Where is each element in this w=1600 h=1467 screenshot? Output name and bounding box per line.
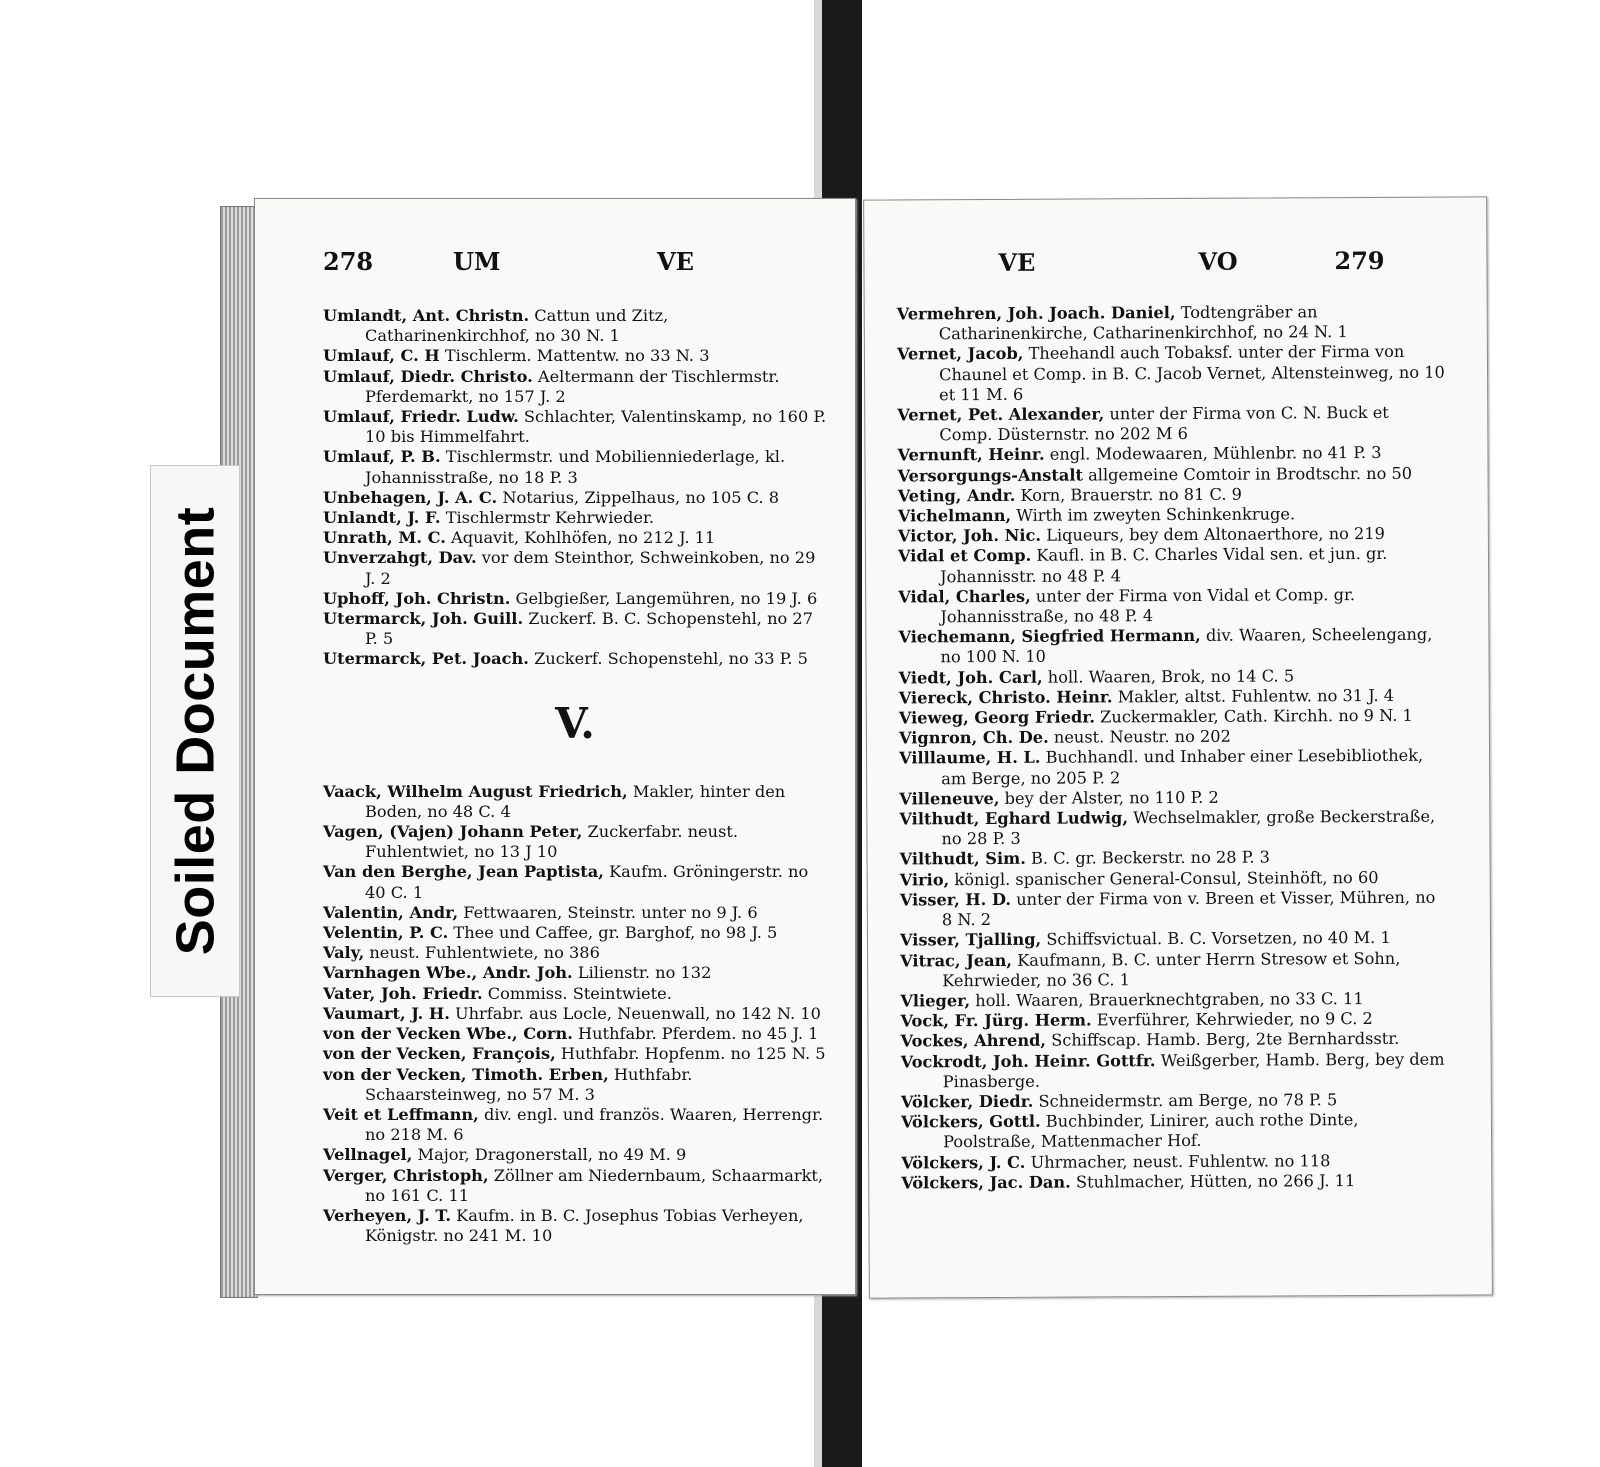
directory-entry <box>323 923 827 943</box>
entry-name: Utermarck, Joh. Guill. <box>323 609 524 629</box>
directory-entry <box>900 887 1448 930</box>
entry-name: Valentin, Andr, <box>323 902 459 922</box>
directory-entry <box>323 306 827 346</box>
left-page-header <box>255 247 855 281</box>
directory-entry <box>901 1090 1449 1113</box>
directory-entry <box>898 463 1446 486</box>
entry-name: Villlaume, H. L. <box>899 748 1041 768</box>
entry-details: unter der Firma von Vidal et Comp. gr. Johannisstraße, no 48 P. 4 <box>940 584 1356 627</box>
entry-details: Kaufmann, B. C. unter Herrn Stresow et Sohn, Kehrwieder, no 36 C. 1 <box>942 948 1401 990</box>
entry-details: Liqueurs, bey dem Altonaerthore, no 219 <box>1046 524 1385 545</box>
directory-entry <box>323 903 827 923</box>
entry-name: Vagen, (Vajen) Johann Peter, <box>323 822 583 842</box>
entry-details: neust. Neustr. no 202 <box>1053 726 1231 747</box>
entry-details: Wirth im zweyten Schinkenkruge. <box>1016 504 1296 525</box>
directory-entry <box>323 548 827 588</box>
directory-entry <box>323 508 827 528</box>
entry-details: Zuckerfabr. neust. Fuhlentwiet, no 13 J 10 <box>365 822 739 862</box>
entry-name: Valy, <box>323 943 365 963</box>
label-text: Soiled Document <box>165 506 226 956</box>
entry-name: Visser, H. D. <box>899 889 1012 910</box>
entry-name: von der Vecken, Timoth. Erben, <box>323 1064 609 1084</box>
entry-details: Buchhandl. und Inhaber einer Lesebibliothek, am Berge, no 205 P. 2 <box>941 746 1424 788</box>
directory-entry <box>323 1065 827 1105</box>
entry-details: Kaufm. Gröningerstr. no 40 C. 1 <box>365 862 809 902</box>
entry-name: Viedt, Joh. Carl, <box>898 667 1043 688</box>
entry-name: Völckers, Jac. Dan. <box>901 1172 1071 1193</box>
entry-details: Zuckerf. Schopenstehl, no 33 P. 5 <box>534 649 808 669</box>
directory-entry <box>323 649 827 669</box>
entry-details: Huthfabr. Schaarsteinweg, no 57 M. 3 <box>365 1064 693 1104</box>
directory-entry <box>323 346 827 366</box>
entry-name: Vichelmann, <box>897 505 1012 526</box>
entry-name: Vater, Joh. Friedr. <box>323 983 483 1003</box>
directory-entry <box>898 544 1446 587</box>
entry-details: Korn, Brauerstr. no 81 C. 9 <box>1020 484 1242 505</box>
entry-details: unter der Firma von C. N. Buck et Comp. Düsternstr. no 202 M 6 <box>939 402 1389 445</box>
directory-entry <box>323 447 827 487</box>
section-letter: V. <box>555 698 595 748</box>
entry-name: Völckers, Gottl. <box>900 1111 1041 1132</box>
directory-entry <box>900 948 1448 991</box>
entry-name: Van den Berghe, Jean Paptista, <box>323 862 604 882</box>
directory-entry <box>897 342 1445 405</box>
entry-details: Aeltermann der Tischlermstr. Pferdemarkt, no 157 J. 2 <box>365 366 780 406</box>
right-page-header <box>864 245 1486 282</box>
entry-name: Völcker, Diedr. <box>900 1091 1034 1112</box>
entry-name: Veit et Leffmann, <box>323 1104 479 1124</box>
entry-name: Umlauf, Diedr. Christo. <box>323 366 533 386</box>
entry-name: Unbehagen, J. A. C. <box>323 487 498 507</box>
entry-name: Victor, Joh. Nic. <box>897 525 1042 546</box>
entry-name: Umlauf, C. H <box>323 346 440 366</box>
right-page <box>863 196 1493 1298</box>
directory-entry <box>323 782 827 822</box>
directory-entry <box>899 786 1447 809</box>
entry-name: Vignron, Ch. De. <box>898 727 1049 748</box>
entry-details: Theehandl auch Tobaksf. unter der Firma von Chaunel et Comp. in B. C. Jacob Vernet, Altensteinweg, no 10 et 11 M. 6 <box>938 342 1445 405</box>
entry-name: Viechemann, Siegfried Hermann, <box>898 626 1201 647</box>
directory-entry <box>323 367 827 407</box>
entry-details: Aquavit, Kohlhöfen, no 212 J. 11 <box>451 528 716 548</box>
entry-name: Verheyen, J. T. <box>323 1205 451 1225</box>
directory-entry <box>897 443 1445 466</box>
entry-details: Makler, altst. Fuhlentw. no 31 J. 4 <box>1117 685 1395 707</box>
directory-entry <box>900 928 1448 951</box>
entry-name: Vitrac, Jean, <box>900 950 1013 970</box>
entries-v <box>323 782 827 1247</box>
entry-details: Huthfabr. Hopfenm. no 125 N. 5 <box>560 1044 826 1064</box>
entry-name: Vernet, Jacob, <box>896 344 1024 364</box>
directory-entry <box>323 984 827 1004</box>
directory-entry <box>323 862 827 902</box>
entry-name: von der Vecken, François, <box>323 1044 556 1064</box>
running-head-right: VO <box>1198 246 1238 276</box>
entry-details: Zuckermakler, Cath. Kirchh. no 9 N. 1 <box>1100 705 1413 727</box>
entry-details: Uhrmacher, neust. Fuhlentw. no 118 <box>1030 1150 1331 1172</box>
directory-entry <box>899 685 1447 708</box>
entry-details: Schiffscap. Hamb. Berg, 2te Bernhardsstr. <box>1051 1029 1400 1050</box>
entry-details: neust. Fuhlentwiete, no 386 <box>369 943 600 963</box>
directory-entry <box>323 1024 827 1044</box>
entry-name: Visser, Tjalling, <box>899 930 1042 950</box>
entry-details: Schlachter, Valentinskamp, no 160 P. 10 bis Himmelfahrt. <box>365 407 827 447</box>
entry-details: Everführer, Kehrwieder, no 9 C. 2 <box>1096 1009 1373 1030</box>
directory-entry <box>898 504 1446 527</box>
entry-details: Huthfabr. Pferdem. no 45 J. 1 <box>578 1024 819 1044</box>
directory-entry <box>898 584 1446 627</box>
entry-name: Vilthudt, Eghard Ludwig, <box>899 808 1128 829</box>
entry-name: Veting, Andr. <box>897 485 1016 506</box>
directory-entry <box>901 1170 1449 1193</box>
directory-entry <box>899 706 1447 729</box>
directory-entry <box>323 589 827 609</box>
entry-name: Vockrodt, Joh. Heinr. Gottfr. <box>900 1050 1156 1071</box>
entry-name: Völckers, J. C. <box>901 1152 1026 1172</box>
entry-details: Commiss. Steintwiete. <box>487 983 672 1003</box>
entry-details: Thee und Caffee, gr. Barghof, no 98 J. 5 <box>453 923 778 943</box>
entry-details: Buchbinder, Linirer, auch rothe Dinte, Poolstraße, Mattenmacher Hof. <box>943 1110 1359 1152</box>
entry-details: Stuhlmacher, Hütten, no 266 J. 11 <box>1075 1170 1356 1192</box>
entry-name: Umlandt, Ant. Christn. <box>323 306 530 325</box>
directory-entry <box>323 1105 827 1145</box>
directory-entries <box>897 302 1450 1194</box>
entry-name: Verger, Christoph, <box>323 1165 489 1185</box>
entries-ve-vo <box>897 302 1450 1194</box>
directory-entry <box>898 625 1446 668</box>
entry-details: Kaufm. in B. C. Josephus Tobias Verheyen, Königstr. no 241 M. 10 <box>365 1205 804 1246</box>
entry-details: Schneidermstr. am Berge, no 78 P. 5 <box>1038 1090 1338 1111</box>
entry-details: Todtengräber an Catharinenkirche, Catharinenkirchhof, no 24 N. 1 <box>938 302 1348 344</box>
directory-entry <box>323 1145 827 1165</box>
directory-entry <box>897 302 1445 345</box>
entry-name: Villeneuve, <box>899 788 1000 809</box>
entry-details: B. C. gr. Beckerstr. no 28 P. 3 <box>1030 848 1270 869</box>
directory-entry <box>900 867 1448 890</box>
entry-name: Umlauf, P. B. <box>323 447 441 467</box>
entry-name: Vieweg, Georg Friedr. <box>898 707 1096 728</box>
directory-entry <box>323 943 827 963</box>
entry-details: Major, Dragonerstall, no 49 M. 9 <box>417 1145 687 1165</box>
entry-name: Velentin, P. C. <box>323 923 449 943</box>
entry-name: Vockes, Ahrend, <box>900 1031 1047 1051</box>
entry-details: div. engl. und französ. Waaren, Herrengr. no 218 M. 6 <box>365 1104 824 1145</box>
directory-entry <box>899 746 1447 789</box>
left-page <box>254 198 856 1295</box>
entry-details: Kaufl. in B. C. Charles Vidal sen. et jun. gr. Johannisstr. no 48 P. 4 <box>940 544 1388 586</box>
entry-name: Vilthudt, Sim. <box>899 849 1026 869</box>
page-number: 278 <box>323 247 374 276</box>
entry-name: Versorgungs-Anstalt <box>897 465 1084 486</box>
entry-name: Vaumart, J. H. <box>323 1003 450 1023</box>
entry-details: allgemeine Comtoir in Brodtschr. no 50 <box>1088 463 1413 485</box>
directory-entry <box>323 963 827 983</box>
directory-entry <box>900 1009 1448 1032</box>
directory-entry <box>323 609 827 649</box>
entry-details: div. Waaren, Scheelengang, no 100 N. 10 <box>940 624 1433 667</box>
entry-details: Lilienstr. no 132 <box>577 963 712 983</box>
entry-details: holl. Waaren, Brauerknechtgraben, no 33 C. 11 <box>975 988 1364 1010</box>
entry-details: Schiffsvictual. B. C. Vorsetzen, no 40 M. 1 <box>1046 928 1391 949</box>
entry-details: Zöllner am Niedernbaum, Schaarmarkt, no 161 C. 11 <box>365 1165 824 1205</box>
entry-name: Unverzahgt, Dav. <box>323 548 477 568</box>
directory-entry <box>899 726 1447 749</box>
entry-details: Notarius, Zippelhaus, no 105 C. 8 <box>502 487 780 507</box>
directory-entry <box>897 403 1445 446</box>
directory-entry <box>323 488 827 508</box>
entry-name: Unrath, M. C. <box>323 528 446 548</box>
running-head-left: VE <box>998 247 1036 277</box>
directory-entry <box>323 1044 827 1064</box>
directory-entry <box>323 1166 827 1206</box>
running-head-left: UM <box>453 247 501 276</box>
directory-entry <box>900 1029 1448 1052</box>
entry-details: vor dem Steinthor, Schweinkoben, no 29 J. 2 <box>365 548 816 588</box>
directory-entry <box>323 1206 827 1246</box>
entry-details: Makler, hinter den Boden, no 48 C. 4 <box>365 781 786 821</box>
directory-entry <box>323 822 827 862</box>
soiled-document-label <box>150 465 240 997</box>
directory-entry <box>899 807 1447 850</box>
entry-name: Utermarck, Pet. Joach. <box>323 649 529 669</box>
entry-name: Vernet, Pet. Alexander, <box>897 404 1105 425</box>
entry-name: Umlauf, Friedr. Ludw. <box>323 407 519 427</box>
entry-details: Wechselmakler, große Beckerstraße, no 28 P. 3 <box>941 806 1436 849</box>
entry-details: Uhrfabr. aus Locle, Neuenwall, no 142 N. 10 <box>454 1003 821 1023</box>
entry-name: Vidal et Comp. <box>897 546 1032 566</box>
entry-details: Fettwaaren, Steinstr. unter no 9 J. 6 <box>463 902 758 922</box>
entry-details: Tischlermstr. und Mobilienniederlage, kl. Johannisstraße, no 18 P. 3 <box>365 447 786 487</box>
entry-details: Weißgerber, Hamb. Berg, bey dem Pinasberge. <box>942 1049 1445 1091</box>
entry-details: bey der Alster, no 110 P. 2 <box>1004 787 1219 808</box>
page-number: 279 <box>1334 245 1385 276</box>
entry-name: Vermehren, Joh. Joach. Daniel, <box>896 303 1176 324</box>
directory-entry <box>323 528 827 548</box>
entry-details: Zuckerf. B. C. Schopenstehl, no 27 P. 5 <box>365 609 814 649</box>
entry-details: Gelbgießer, Langemühren, no 19 J. 6 <box>515 588 818 608</box>
entry-name: Vlieger, <box>900 990 971 1011</box>
entries-um <box>323 306 827 670</box>
directory-entry <box>900 988 1448 1011</box>
entry-name: von der Vecken Wbe., Corn. <box>323 1024 573 1044</box>
directory-entry <box>901 1150 1449 1173</box>
entry-details: königl. spanischer General-Consul, Steinhöft, no 60 <box>954 867 1379 889</box>
entry-name: Vellnagel, <box>323 1145 413 1165</box>
entry-name: Vernunft, Heinr. <box>897 445 1045 465</box>
entry-details: Cattun und Zitz, Catharinenkirchhof, no 30 N. 1 <box>365 306 669 346</box>
directory-entry <box>901 1110 1449 1153</box>
directory-entry <box>898 483 1446 506</box>
directory-entry <box>323 407 827 447</box>
entry-details: engl. Modewaaren, Mühlenbr. no 41 P. 3 <box>1049 443 1382 465</box>
directory-entry <box>898 524 1446 547</box>
entry-name: Viereck, Christo. Heinr. <box>898 687 1113 708</box>
directory-entries <box>323 306 827 1246</box>
entry-name: Vaack, Wilhelm August Friedrich, <box>323 781 628 801</box>
entry-details: holl. Waaren, Brok, no 14 C. 5 <box>1047 666 1295 687</box>
entry-details: Tischlerm. Mattentw. no 33 N. 3 <box>444 346 710 366</box>
entry-details: unter der Firma von v. Breen et Visser, Mühren, no 8 N. 2 <box>941 887 1436 930</box>
entry-name: Virio, <box>899 869 950 890</box>
directory-entry <box>899 665 1447 688</box>
entry-details: Tischlermstr Kehrwieder. <box>445 508 655 528</box>
directory-entry <box>900 847 1448 870</box>
entry-name: Varnhagen Wbe., Andr. Joh. <box>323 963 573 983</box>
running-head-right: VE <box>657 247 694 276</box>
entry-name: Vidal, Charles, <box>898 586 1031 607</box>
entry-name: Uphoff, Joh. Christn. <box>323 588 511 608</box>
entry-name: Unlandt, J. F. <box>323 508 441 528</box>
directory-entry <box>901 1049 1449 1092</box>
entry-name: Vock, Fr. Jürg. Herm. <box>900 1010 1092 1031</box>
directory-entry <box>323 1004 827 1024</box>
